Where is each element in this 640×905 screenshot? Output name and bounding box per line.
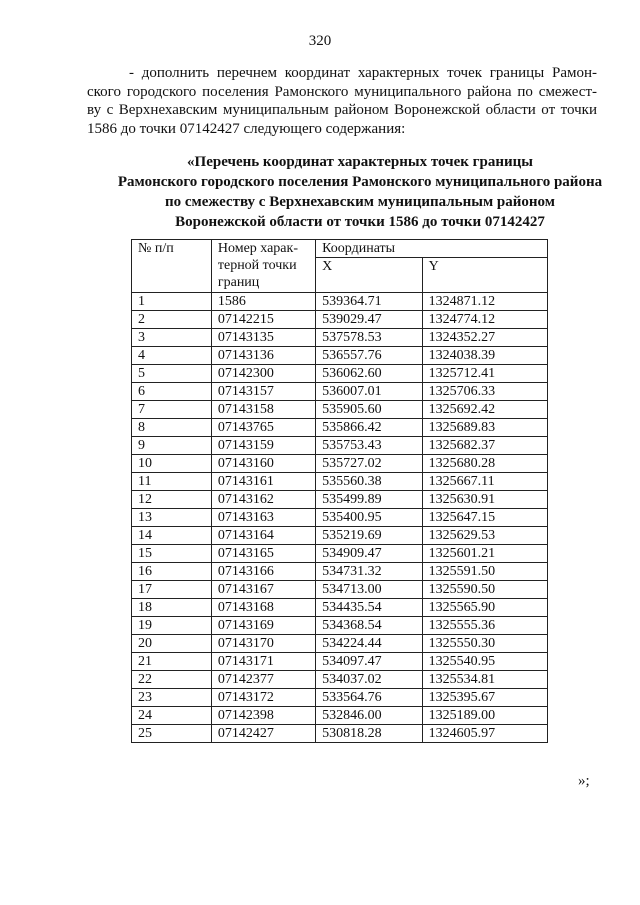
row-number-cell: 1 (132, 293, 212, 311)
point-number-cell: 07143162 (211, 491, 315, 509)
x-coordinate-cell: 534909.47 (316, 545, 422, 563)
x-coordinate-cell: 539029.47 (316, 311, 422, 329)
y-coordinate-cell: 1325395.67 (422, 689, 547, 707)
y-coordinate-cell: 1324352.27 (422, 329, 547, 347)
x-coordinate-cell: 536557.76 (316, 347, 422, 365)
row-number-cell: 22 (132, 671, 212, 689)
point-number-cell: 07143172 (211, 689, 315, 707)
y-coordinate-cell: 1325689.83 (422, 419, 547, 437)
point-number-cell: 07142427 (211, 725, 315, 743)
row-number-cell: 17 (132, 581, 212, 599)
header-x: X (316, 258, 422, 293)
point-number-cell: 07143765 (211, 419, 315, 437)
y-coordinate-cell: 1325565.90 (422, 599, 547, 617)
row-number-cell: 23 (132, 689, 212, 707)
header-coords: Координаты (316, 240, 548, 258)
x-coordinate-cell: 534713.00 (316, 581, 422, 599)
point-number-cell: 07143167 (211, 581, 315, 599)
table-row (132, 383, 548, 401)
table-row (132, 311, 548, 329)
x-coordinate-cell: 535499.89 (316, 491, 422, 509)
row-number-cell: 9 (132, 437, 212, 455)
y-coordinate-cell: 1324038.39 (422, 347, 547, 365)
intro-line: 1586 до точки 07142427 следующего содержания: (87, 120, 406, 137)
intro-paragraph (87, 64, 597, 138)
row-number-cell: 24 (132, 707, 212, 725)
heading-line: Воронежской области от точки 1586 до точки 07142427 (175, 214, 545, 230)
x-coordinate-cell: 534368.54 (316, 617, 422, 635)
table-row (132, 527, 548, 545)
row-number-cell: 18 (132, 599, 212, 617)
y-coordinate-cell: 1325692.42 (422, 401, 547, 419)
row-number-cell: 13 (132, 509, 212, 527)
row-number-cell: 12 (132, 491, 212, 509)
row-number-cell: 15 (132, 545, 212, 563)
header-point-line: Номер харак- (217, 241, 298, 256)
y-coordinate-cell: 1325189.00 (422, 707, 547, 725)
table-row (132, 455, 548, 473)
row-number-cell: 6 (132, 383, 212, 401)
point-number-cell: 07143157 (211, 383, 315, 401)
table-body (132, 293, 548, 743)
x-coordinate-cell: 535905.60 (316, 401, 422, 419)
y-coordinate-cell: 1325706.33 (422, 383, 547, 401)
point-number-cell: 07143168 (211, 599, 315, 617)
x-coordinate-cell: 532846.00 (316, 707, 422, 725)
point-number-cell: 07143159 (211, 437, 315, 455)
row-number-cell: 14 (132, 527, 212, 545)
row-number-cell: 10 (132, 455, 212, 473)
table-row (132, 473, 548, 491)
coordinates-table (131, 239, 548, 743)
table-row (132, 365, 548, 383)
page-number: 320 (308, 33, 332, 49)
table-row (132, 329, 548, 347)
x-coordinate-cell: 534731.32 (316, 563, 422, 581)
point-number-cell: 07143160 (211, 455, 315, 473)
heading-line: по смежеству с Верхнехавским муниципальным районом (164, 194, 555, 210)
y-coordinate-cell: 1325667.11 (422, 473, 547, 491)
table-row (132, 671, 548, 689)
header-point-line: терной точки (217, 258, 297, 273)
table-row (132, 347, 548, 365)
row-number-cell: 11 (132, 473, 212, 491)
table-row (132, 419, 548, 437)
table-row (132, 599, 548, 617)
x-coordinate-cell: 534224.44 (316, 635, 422, 653)
row-number-cell: 21 (132, 653, 212, 671)
y-coordinate-cell: 1325680.28 (422, 455, 547, 473)
table-row (132, 401, 548, 419)
table-row (132, 617, 548, 635)
x-coordinate-cell: 535400.95 (316, 509, 422, 527)
header-point (211, 240, 315, 293)
y-coordinate-cell: 1324605.97 (422, 725, 547, 743)
x-coordinate-cell: 536007.01 (316, 383, 422, 401)
intro-line: ского городского поселения Рамонского муниципального района по смежест- (87, 83, 597, 100)
y-coordinate-cell: 1325540.95 (422, 653, 547, 671)
x-coordinate-cell: 537578.53 (316, 329, 422, 347)
point-number-cell: 07143165 (211, 545, 315, 563)
header-y: Y (422, 258, 547, 293)
x-coordinate-cell: 535727.02 (316, 455, 422, 473)
row-number-cell: 8 (132, 419, 212, 437)
point-number-cell: 07143169 (211, 617, 315, 635)
table-row (132, 563, 548, 581)
y-coordinate-cell: 1325682.37 (422, 437, 547, 455)
table-row (132, 581, 548, 599)
row-number-cell: 2 (132, 311, 212, 329)
table-row (132, 725, 548, 743)
y-coordinate-cell: 1325550.30 (422, 635, 547, 653)
point-number-cell: 07143171 (211, 653, 315, 671)
point-number-cell: 1586 (211, 293, 315, 311)
x-coordinate-cell: 534097.47 (316, 653, 422, 671)
row-number-cell: 25 (132, 725, 212, 743)
x-coordinate-cell: 530818.28 (316, 725, 422, 743)
table-row (132, 689, 548, 707)
table-row (132, 545, 548, 563)
intro-line: - дополнить перечнем координат характерных точек границы Рамон- (129, 65, 597, 81)
table-row (132, 293, 548, 311)
row-number-cell: 4 (132, 347, 212, 365)
table-row (132, 653, 548, 671)
y-coordinate-cell: 1325629.53 (422, 527, 547, 545)
point-number-cell: 07142377 (211, 671, 315, 689)
x-coordinate-cell: 536062.60 (316, 365, 422, 383)
y-coordinate-cell: 1325712.41 (422, 365, 547, 383)
point-number-cell: 07143161 (211, 473, 315, 491)
point-number-cell: 07142215 (211, 311, 315, 329)
table-row (132, 491, 548, 509)
row-number-cell: 5 (132, 365, 212, 383)
x-coordinate-cell: 535866.42 (316, 419, 422, 437)
point-number-cell: 07143163 (211, 509, 315, 527)
table-row (132, 437, 548, 455)
x-coordinate-cell: 534037.02 (316, 671, 422, 689)
y-coordinate-cell: 1324774.12 (422, 311, 547, 329)
point-number-cell: 07142398 (211, 707, 315, 725)
point-number-cell: 07143164 (211, 527, 315, 545)
table-heading (80, 152, 640, 232)
x-coordinate-cell: 535219.69 (316, 527, 422, 545)
header-point-line: границ (217, 275, 260, 290)
point-number-cell: 07143170 (211, 635, 315, 653)
x-coordinate-cell: 533564.76 (316, 689, 422, 707)
point-number-cell: 07143135 (211, 329, 315, 347)
row-number-cell: 19 (132, 617, 212, 635)
y-coordinate-cell: 1325647.15 (422, 509, 547, 527)
heading-line: «Перечень координат характерных точек границы (187, 154, 533, 170)
row-number-cell: 3 (132, 329, 212, 347)
y-coordinate-cell: 1324871.12 (422, 293, 547, 311)
heading-line: Рамонского городского поселения Рамонского муниципального района (117, 174, 603, 190)
y-coordinate-cell: 1325601.21 (422, 545, 547, 563)
point-number-cell: 07142300 (211, 365, 315, 383)
closing-quote: »; (578, 773, 590, 789)
y-coordinate-cell: 1325591.50 (422, 563, 547, 581)
row-number-cell: 16 (132, 563, 212, 581)
point-number-cell: 07143166 (211, 563, 315, 581)
x-coordinate-cell: 534435.54 (316, 599, 422, 617)
y-coordinate-cell: 1325555.36 (422, 617, 547, 635)
row-number-cell: 20 (132, 635, 212, 653)
y-coordinate-cell: 1325630.91 (422, 491, 547, 509)
table-row (132, 635, 548, 653)
table-row (132, 509, 548, 527)
x-coordinate-cell: 535560.38 (316, 473, 422, 491)
intro-line: ву с Верхнехавским муниципальным районом Воронежской области от точки (87, 102, 597, 118)
header-num: № п/п (132, 240, 212, 293)
y-coordinate-cell: 1325590.50 (422, 581, 547, 599)
y-coordinate-cell: 1325534.81 (422, 671, 547, 689)
x-coordinate-cell: 539364.71 (316, 293, 422, 311)
row-number-cell: 7 (132, 401, 212, 419)
point-number-cell: 07143136 (211, 347, 315, 365)
x-coordinate-cell: 535753.43 (316, 437, 422, 455)
point-number-cell: 07143158 (211, 401, 315, 419)
table-row (132, 707, 548, 725)
